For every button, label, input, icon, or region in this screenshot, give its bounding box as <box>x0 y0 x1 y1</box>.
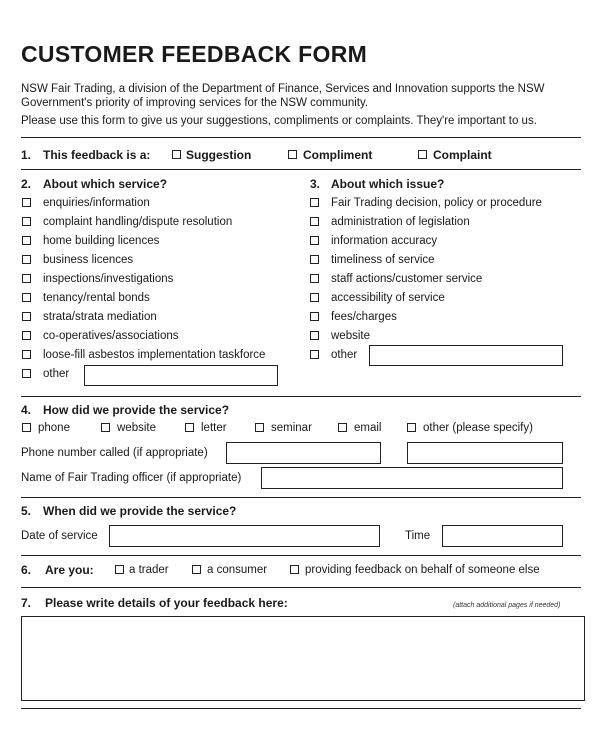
email-checkbox[interactable] <box>338 423 347 432</box>
intro-line-2: Government's priority of improving services for the NSW community. <box>21 97 369 109</box>
q4-number: 4. <box>21 403 32 417</box>
phone-label: phone <box>38 422 70 434</box>
date-input[interactable] <box>109 525 380 547</box>
suggestion-label: Suggestion <box>186 148 252 162</box>
page-title: CUSTOMER FEEDBACK FORM <box>21 41 368 67</box>
divider <box>21 497 581 498</box>
issue-option-checkbox[interactable] <box>310 274 319 283</box>
divider <box>21 587 581 588</box>
complaint-checkbox[interactable] <box>418 150 427 159</box>
service-option-checkbox[interactable] <box>22 312 31 321</box>
service-other-label: other <box>43 368 70 380</box>
service-option-label: loose-fill asbestos implementation taskforce <box>43 349 266 361</box>
consumer-label: a consumer <box>207 564 268 576</box>
service-option-checkbox[interactable] <box>22 350 31 359</box>
service-option-label: enquiries/information <box>43 197 150 209</box>
issue-option-label: information accuracy <box>331 235 438 247</box>
feedback-details-textarea[interactable] <box>21 616 585 701</box>
intro-line-3: Please use this form to give us your suggestions, compliments or complaints. They're important to us. <box>21 115 537 127</box>
officer-name-label: Name of Fair Trading officer (if appropriate) <box>21 472 242 484</box>
phone-number-label: Phone number called (if appropriate) <box>21 447 208 459</box>
service-option-checkbox[interactable] <box>22 217 31 226</box>
q3-number: 3. <box>310 177 321 191</box>
service-option-label: strata/strata mediation <box>43 311 157 323</box>
issue-option-checkbox[interactable] <box>310 217 319 226</box>
divider <box>21 137 581 138</box>
q7-label: Please write details of your feedback here: <box>45 596 288 610</box>
phone-checkbox[interactable] <box>22 423 31 432</box>
issue-option-label: fees/charges <box>331 311 397 323</box>
service-option-label: tenancy/rental bonds <box>43 292 150 304</box>
phone-number-input[interactable] <box>226 442 381 464</box>
compliment-label: Compliment <box>303 148 373 162</box>
time-input[interactable] <box>442 525 563 547</box>
on-behalf-label: providing feedback on behalf of someone else <box>305 564 540 576</box>
letter-checkbox[interactable] <box>185 423 194 432</box>
q2-number: 2. <box>21 177 32 191</box>
attach-note: (attach additional pages if needed) <box>453 602 561 609</box>
issue-other-input[interactable] <box>369 345 563 366</box>
divider <box>21 169 581 170</box>
issue-option-label: administration of legislation <box>331 216 470 228</box>
other-method-input[interactable] <box>407 442 563 464</box>
q1-label: This feedback is a: <box>43 148 151 162</box>
trader-checkbox[interactable] <box>115 565 124 574</box>
issue-option-label: timeliness of service <box>331 254 435 266</box>
compliment-checkbox[interactable] <box>288 150 297 159</box>
intro-line-1: NSW Fair Trading, a division of the Department of Finance, Services and Innovation supports the NSW <box>21 83 545 95</box>
other-method-label: other (please specify) <box>423 422 533 434</box>
issue-option-checkbox[interactable] <box>310 236 319 245</box>
website-checkbox[interactable] <box>101 423 110 432</box>
service-option-label: inspections/investigations <box>43 273 174 285</box>
service-option-label: business licences <box>43 254 134 266</box>
service-other-checkbox[interactable] <box>22 369 31 378</box>
consumer-checkbox[interactable] <box>192 565 201 574</box>
service-option-checkbox[interactable] <box>22 236 31 245</box>
service-option-label: co-operatives/associations <box>43 330 179 342</box>
service-option-checkbox[interactable] <box>22 274 31 283</box>
issue-option-checkbox[interactable] <box>310 293 319 302</box>
issue-option-label: Fair Trading decision, policy or procedure <box>331 197 542 209</box>
issue-option-checkbox[interactable] <box>310 198 319 207</box>
q6-number: 6. <box>21 563 32 577</box>
service-option-checkbox[interactable] <box>22 198 31 207</box>
other-method-checkbox[interactable] <box>407 423 416 432</box>
service-option-label: complaint handling/dispute resolution <box>43 216 233 228</box>
service-option-label: home building licences <box>43 235 160 247</box>
divider <box>21 708 581 709</box>
q6-label: Are you: <box>45 563 94 577</box>
divider <box>21 396 581 397</box>
service-option-checkbox[interactable] <box>22 331 31 340</box>
q5-label: When did we provide the service? <box>43 504 237 518</box>
service-option-checkbox[interactable] <box>22 255 31 264</box>
issue-option-label: staff actions/customer service <box>331 273 483 285</box>
issue-option-checkbox[interactable] <box>310 312 319 321</box>
on-behalf-checkbox[interactable] <box>290 565 299 574</box>
issue-other-label: other <box>331 349 358 361</box>
q5-number: 5. <box>21 504 32 518</box>
q7-number: 7. <box>21 596 32 610</box>
issue-other-checkbox[interactable] <box>310 350 319 359</box>
letter-label: letter <box>201 422 227 434</box>
q4-label: How did we provide the service? <box>43 403 230 417</box>
issue-option-label: accessibility of service <box>331 292 445 304</box>
q3-label: About which issue? <box>331 177 445 191</box>
issue-option-checkbox[interactable] <box>310 255 319 264</box>
seminar-checkbox[interactable] <box>255 423 264 432</box>
complaint-label: Complaint <box>433 148 492 162</box>
date-label: Date of service <box>21 530 98 542</box>
q2-label: About which service? <box>43 177 168 191</box>
officer-name-input[interactable] <box>261 467 563 489</box>
email-label: email <box>354 422 382 434</box>
website-label: website <box>117 422 156 434</box>
trader-label: a trader <box>129 564 169 576</box>
suggestion-checkbox[interactable] <box>172 150 181 159</box>
time-label: Time <box>405 530 431 542</box>
service-option-checkbox[interactable] <box>22 293 31 302</box>
seminar-label: seminar <box>271 422 312 434</box>
divider <box>21 555 581 556</box>
service-other-input[interactable] <box>84 365 278 386</box>
issue-option-label: website <box>331 330 370 342</box>
q1-number: 1. <box>21 148 32 162</box>
issue-option-checkbox[interactable] <box>310 331 319 340</box>
